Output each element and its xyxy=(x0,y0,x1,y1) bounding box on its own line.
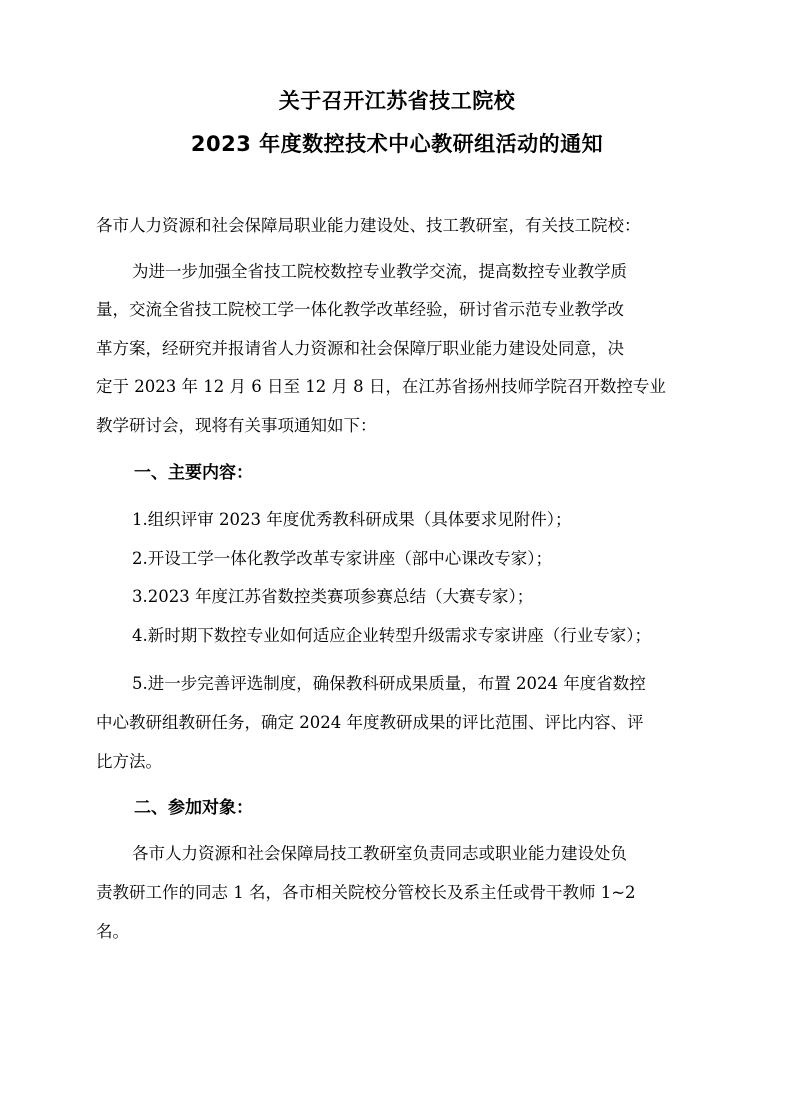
section-1-item-2: 2.开设工学一体化教学改革专家讲座（部中心课改专家）； xyxy=(132,549,552,568)
section-1-heading: 一、主要内容： xyxy=(134,463,253,483)
intro-line-5: 教学研讨会，现将有关事项通知如下： xyxy=(96,416,377,435)
document-title-line-2: 2023 年度数控技术中心教研组活动的通知 xyxy=(190,132,604,156)
section-1-item-3: 3.2023 年度江苏省数控类赛项参赛总结（大赛专家）； xyxy=(132,587,534,606)
section-2-line-1: 各市人力资源和社会保障局技工教研室负责同志或职业能力建设处负 xyxy=(132,844,627,863)
intro-line-2: 量，交流全省技工院校工学一体化教学改革经验，研讨省示范专业教学改 xyxy=(96,300,624,319)
section-1-item-5-line-2: 中心教研组教研任务，确定 2024 年度教研成果的评比范围、评比内容、评 xyxy=(96,713,644,732)
section-1-item-1: 1.组织评审 2023 年度优秀教科研成果（具体要求见附件）； xyxy=(132,510,572,529)
section-1-item-5-line-1: 5.进一步完善评选制度，确保教科研成果质量，布置 2024 年度省数控 xyxy=(132,674,646,693)
section-2-heading: 二、参加对象： xyxy=(134,798,253,818)
section-1-item-4: 4.新时期下数控专业如何适应企业转型升级需求专家讲座（行业专家）； xyxy=(132,626,651,645)
salutation: 各市人力资源和社会保障局职业能力建设处、技工教研室，有关技工院校： xyxy=(96,216,641,235)
document-title-line-1: 关于召开江苏省技工院校 xyxy=(278,89,516,113)
section-2-line-3: 名。 xyxy=(96,922,129,941)
intro-line-3: 革方案，经研究并报请省人力资源和社会保障厅职业能力建设处同意，决 xyxy=(96,339,624,358)
section-2-line-2: 责教研工作的同志 1 名，各市相关院校分管校长及系主任或骨干教师 1~2 xyxy=(96,883,636,902)
intro-line-1: 为进一步加强全省技工院校数控专业教学交流，提高数控专业教学质 xyxy=(132,262,627,281)
intro-line-4: 定于 2023 年 12 月 6 日至 12 月 8 日，在江苏省扬州技师学院召开数控专业 xyxy=(96,377,666,396)
section-1-item-5-line-3: 比方法。 xyxy=(96,752,162,771)
